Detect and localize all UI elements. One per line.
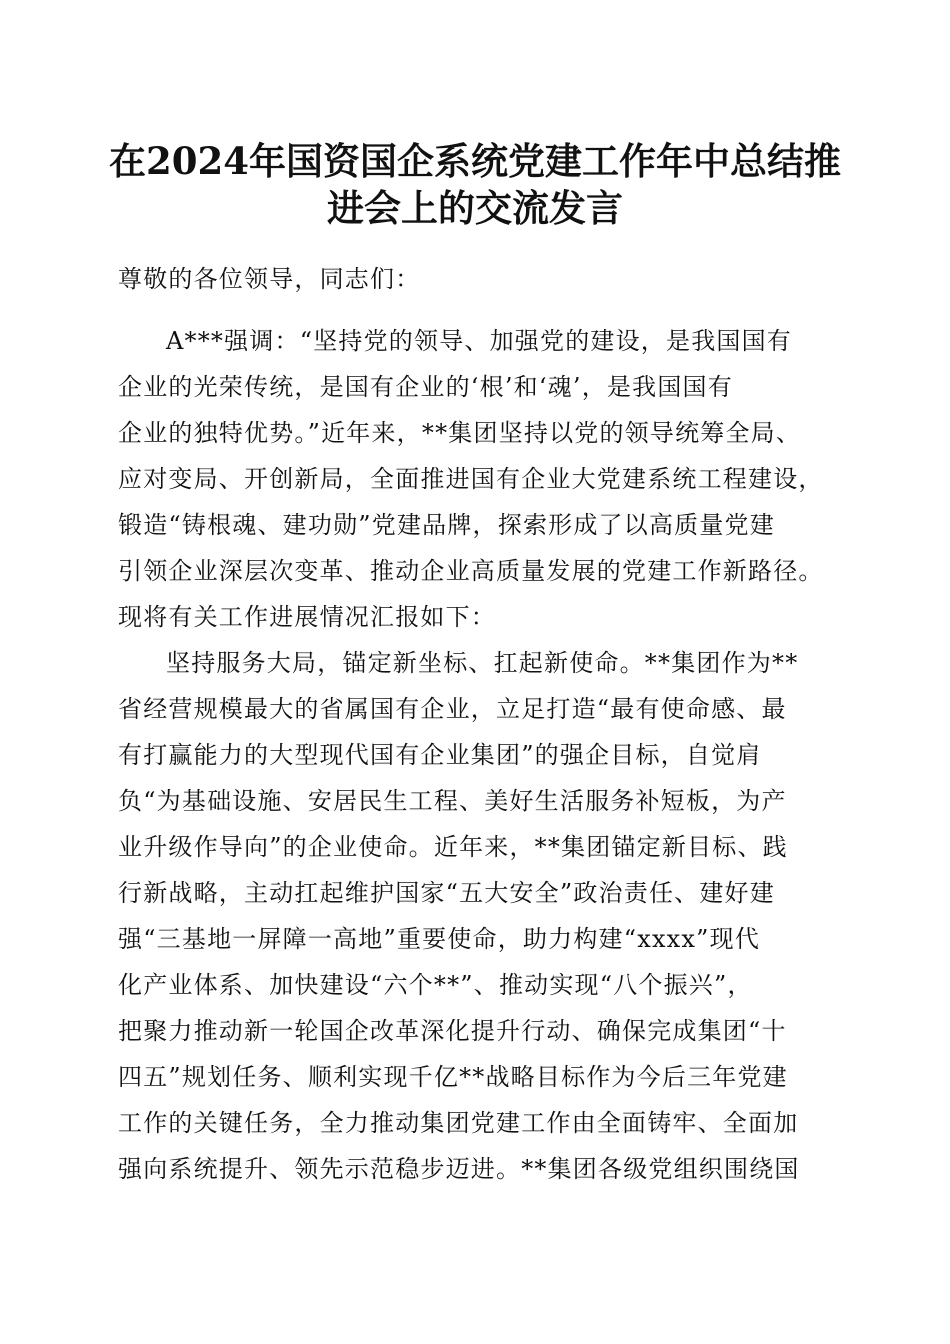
body-line-3: 企业的独特优势。”近年来，**集团坚持以党的领导统筹全局、 bbox=[118, 419, 802, 447]
body-line-13: 行新战略，主动扛起维护国家“五大安全”政治责任、建好建 bbox=[118, 879, 775, 907]
body-line-2: 企业的光荣传统，是国有企业的‘根’和‘魂’，是我国国有 bbox=[118, 373, 733, 401]
body-line-18: 工作的关键任务，全力推动集团党建工作由全面铸牢、全面加 bbox=[118, 1109, 799, 1137]
salutation: 尊敬的各位领导，同志们： bbox=[118, 265, 421, 293]
body-line-11: 负“为基础设施、安居民生工程、美好生活服务补短板，为产 bbox=[118, 787, 787, 815]
body-line-14: 强“三基地一屏障一高地”重要使命，助力构建“xxxx”现代 bbox=[118, 925, 761, 953]
body-line-10: 有打赢能力的大型现代国有企业集团”的强企目标，自觉肩 bbox=[118, 741, 762, 769]
body-line-17: 四五”规划任务、顺利实现千亿**战略目标作为今后三年党建 bbox=[118, 1063, 788, 1091]
body-line-9: 省经营规模最大的省属国有企业，立足打造“最有使命感、最 bbox=[118, 695, 787, 723]
body-line-7: 现将有关工作进展情况汇报如下： bbox=[118, 603, 496, 631]
body-line-4: 应对变局、开创新局，全面推进国有企业大党建系统工程建设， bbox=[118, 465, 824, 493]
document-title-line-2: 进会上的交流发言 bbox=[327, 186, 623, 230]
body-line-8: 坚持服务大局，锚定新坐标、扛起新使命。**集团作为** bbox=[166, 649, 799, 677]
body-line-15: 化产业体系、加快建设“六个**”、推动实现“八个振兴”， bbox=[118, 971, 753, 999]
body-line-12: 业升级作导向”的企业使命。近年来，**集团锚定新目标、践 bbox=[118, 833, 788, 861]
body-line-19: 强向系统提升、领先示范稳步迈进。**集团各级党组织围绕国 bbox=[118, 1155, 800, 1183]
document-title-line-1: 在2024年国资国企系统党建工作年中总结推 bbox=[109, 139, 841, 183]
body-line-6: 引领企业深层次变革、推动企业高质量发展的党建工作新路径。 bbox=[118, 557, 824, 585]
body-line-16: 把聚力推动新一轮国企改革深化提升行动、确保完成集团“十 bbox=[118, 1017, 787, 1045]
body-line-5: 锻造“铸根魂、建功勋”党建品牌，探索形成了以高质量党建 bbox=[118, 511, 775, 539]
body-line-1: A***强调：“坚持党的领导、加强党的建设，是我国国有 bbox=[166, 327, 792, 355]
